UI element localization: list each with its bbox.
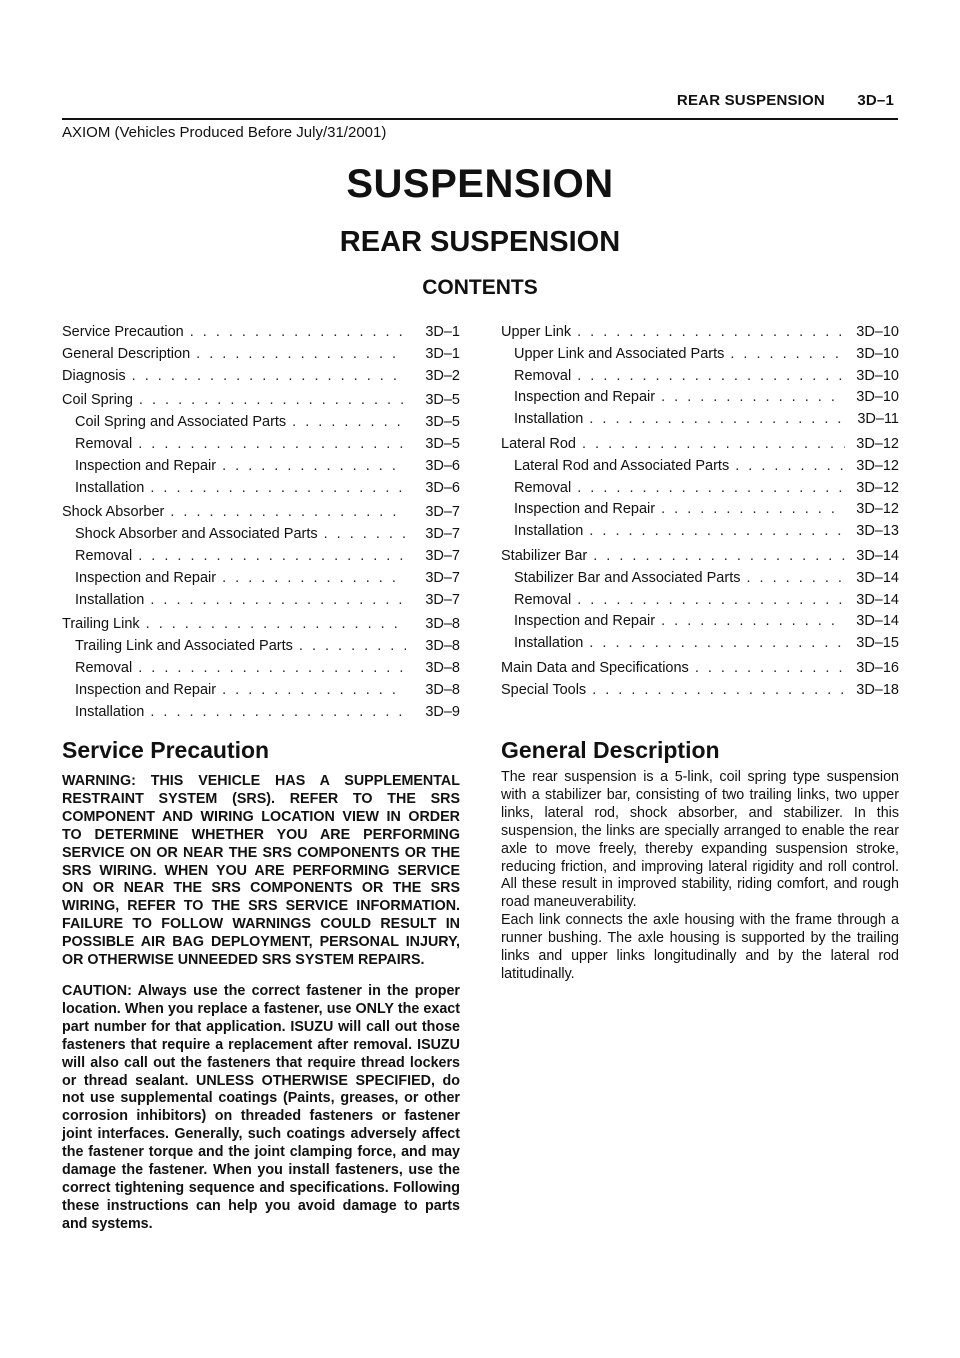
toc-entry-label: Service Precaution — [62, 324, 184, 340]
toc-entry-page: 3D–14 — [856, 547, 899, 564]
toc-entry[interactable] — [62, 390, 460, 412]
toc-entry[interactable] — [501, 322, 899, 344]
toc-entry-page: 3D–18 — [856, 681, 899, 698]
toc-dot-leader — [324, 524, 406, 546]
toc-entry[interactable] — [501, 568, 899, 590]
toc-entry-page: 3D–13 — [856, 523, 899, 540]
toc-entry-page: 3D–11 — [857, 411, 899, 428]
toc-entry-label: Installation — [514, 523, 584, 540]
toc-dot-leader — [139, 390, 406, 412]
contents-heading: CONTENTS — [422, 276, 538, 299]
toc-dot-leader — [661, 499, 845, 521]
toc-entry[interactable] — [62, 636, 460, 658]
section-title: REAR SUSPENSION — [339, 226, 621, 258]
toc-entry[interactable] — [501, 611, 899, 633]
toc-entry-label: Removal — [75, 547, 133, 564]
toc-entry-label: Inspection and Repair — [75, 681, 217, 698]
toc-entry[interactable] — [501, 590, 899, 612]
toc-entry-page: 3D–8 — [425, 659, 460, 676]
toc-entry[interactable] — [501, 499, 899, 521]
toc-entry[interactable] — [62, 590, 460, 612]
toc-entry-label: Upper Link — [501, 324, 572, 340]
toc-entry-page: 3D–8 — [425, 681, 460, 698]
toc-entry[interactable] — [62, 456, 460, 478]
toc-entry-label: Shock Absorber — [62, 504, 165, 521]
toc-entry-page: 3D–1 — [425, 345, 460, 362]
toc-dot-leader — [138, 658, 406, 680]
toc-dot-leader — [589, 521, 845, 543]
service-precaution-body — [62, 773, 460, 1247]
toc-dot-leader — [592, 680, 845, 702]
toc-dot-leader — [730, 344, 845, 366]
toc-entry-page: 3D–7 — [425, 591, 460, 608]
toc-dot-leader — [146, 614, 406, 636]
toc-entry[interactable] — [62, 478, 460, 500]
page-header — [62, 88, 898, 120]
toc-entry-page: 3D–12 — [856, 479, 899, 496]
toc-entry-label: Removal — [514, 591, 572, 608]
toc-entry-label: Stabilizer Bar and Associated Parts — [514, 569, 741, 586]
toc-entry[interactable] — [501, 658, 899, 680]
toc-entry-page: 3D–12 — [856, 435, 899, 452]
toc-entry-page: 3D–5 — [425, 392, 460, 409]
toc-entry[interactable] — [62, 502, 460, 524]
vehicle-subtitle: AXIOM (Vehicles Produced Before July/31/2001) — [62, 124, 387, 141]
toc-right-column — [501, 322, 899, 702]
toc-entry-label: Trailing Link — [62, 616, 140, 633]
toc-left-column — [62, 322, 460, 723]
chapter-title: SUSPENSION — [346, 162, 614, 206]
toc-entry-label: Removal — [514, 367, 572, 384]
toc-dot-leader — [577, 322, 845, 344]
toc-entry-label: Main Data and Specifications — [501, 659, 689, 676]
toc-entry-page: 3D–6 — [425, 457, 460, 474]
toc-entry-page: 3D–6 — [425, 479, 460, 496]
toc-dot-leader — [150, 590, 406, 612]
toc-entry[interactable] — [501, 434, 899, 456]
toc-entry-label: Trailing Link and Associated Parts — [75, 638, 293, 655]
toc-entry[interactable] — [62, 344, 460, 366]
toc-dot-leader — [150, 478, 406, 500]
toc-entry-label: Removal — [75, 435, 133, 452]
toc-dot-leader — [582, 434, 845, 456]
toc-entry[interactable] — [62, 568, 460, 590]
general-description-para-1: The rear suspension is a 5-link, coil spring type suspension with a stabilizer bar, consisting of two trailing links, two upper links, lateral rod, shock absorber, and stabilizer. In this suspension, the links are specially arranged to enable the rear axle to move freely, thereby expanding suspension stroke, reducing friction, and improving lateral rigidity and roll control. All these result in improved stability, riding comfort, and rough road maneuverability. — [501, 769, 899, 911]
general-description-para-2: Each link connects the axle housing with the frame through a runner bushing. The axle housing is supported by the trailing links and upper links longitudinally and by the lateral rod latitudinally. — [501, 912, 899, 982]
toc-entry-label: Inspection and Repair — [514, 613, 656, 630]
toc-entry-page: 3D–12 — [856, 501, 899, 518]
toc-entry-page: 3D–10 — [856, 367, 899, 384]
toc-dot-leader — [190, 322, 406, 344]
toc-entry-page: 3D–15 — [856, 635, 899, 652]
toc-entry-label: Lateral Rod — [501, 435, 576, 452]
toc-dot-leader — [138, 434, 406, 456]
toc-entry[interactable] — [501, 521, 899, 543]
toc-entry-label: Installation — [75, 703, 145, 720]
toc-entry[interactable] — [501, 344, 899, 366]
toc-entry[interactable] — [62, 366, 460, 388]
toc-entry-page: 3D–12 — [856, 457, 899, 474]
toc-entry[interactable] — [501, 633, 899, 655]
header-section-title: REAR SUSPENSION — [676, 92, 825, 109]
toc-dot-leader — [593, 546, 845, 568]
general-description-heading: General Description — [501, 737, 720, 763]
toc-entry-label: Removal — [75, 659, 133, 676]
toc-entry-page: 3D–7 — [425, 504, 460, 521]
toc-entry-label: Installation — [75, 591, 145, 608]
toc-entry-page: 3D–5 — [425, 435, 460, 452]
toc-dot-leader — [196, 344, 406, 366]
toc-entry-page: 3D–10 — [856, 345, 899, 362]
toc-entry-page: 3D–10 — [856, 324, 899, 340]
toc-entry-label: Coil Spring and Associated Parts — [75, 414, 287, 431]
toc-entry-label: Installation — [75, 479, 145, 496]
toc-dot-leader — [695, 658, 845, 680]
toc-entry-label: General Description — [62, 345, 191, 362]
toc-dot-leader — [222, 456, 406, 478]
toc-entry[interactable] — [62, 322, 460, 344]
toc-entry-label: Installation — [514, 635, 584, 652]
toc-entry-label: Upper Link and Associated Parts — [514, 345, 725, 362]
toc-entry[interactable] — [62, 614, 460, 636]
toc-entry-page: 3D–14 — [856, 569, 899, 586]
toc-entry-page: 3D–16 — [856, 659, 899, 676]
toc-dot-leader — [589, 633, 845, 655]
toc-dot-leader — [577, 366, 845, 388]
toc-entry[interactable] — [62, 680, 460, 702]
toc-entry[interactable] — [62, 658, 460, 680]
toc-dot-leader — [292, 412, 406, 434]
toc-entry[interactable] — [501, 409, 899, 431]
toc-entry[interactable] — [62, 412, 460, 434]
toc-dot-leader — [589, 409, 845, 431]
toc-entry[interactable] — [501, 478, 899, 500]
toc-entry[interactable] — [62, 524, 460, 546]
header-section-info — [649, 92, 894, 109]
toc-dot-leader — [222, 680, 406, 702]
toc-dot-leader — [735, 456, 845, 478]
toc-entry-page: 3D–5 — [425, 414, 460, 431]
toc-entry-label: Lateral Rod and Associated Parts — [514, 457, 730, 474]
toc-entry-label: Coil Spring — [62, 392, 133, 409]
toc-entry[interactable] — [62, 702, 460, 724]
toc-dot-leader — [746, 568, 845, 590]
toc-entry-page: 3D–7 — [425, 547, 460, 564]
toc-entry-page: 3D–2 — [425, 367, 460, 384]
service-precaution-heading: Service Precaution — [62, 737, 270, 763]
toc-dot-leader — [577, 590, 845, 612]
toc-dot-leader — [150, 702, 406, 724]
toc-dot-leader — [661, 611, 845, 633]
toc-dot-leader — [132, 366, 406, 388]
toc-entry-page: 3D–14 — [856, 591, 899, 608]
general-description-body — [501, 769, 899, 984]
toc-entry-page: 3D–8 — [425, 638, 460, 655]
toc-dot-leader — [661, 387, 845, 409]
toc-entry-label: Installation — [514, 411, 584, 428]
toc-entry[interactable] — [62, 546, 460, 568]
header-page-number: 3D–1 — [857, 92, 894, 109]
toc-entry-label: Inspection and Repair — [75, 569, 217, 586]
toc-entry-page: 3D–8 — [425, 616, 460, 633]
toc-entry-page: 3D–7 — [425, 569, 460, 586]
toc-entry-label: Diagnosis — [62, 367, 126, 384]
srs-warning-text: WARNING: THIS VEHICLE HAS A SUPPLEMENTAL RESTRAINT SYSTEM (SRS). REFER TO THE SRS COMPONENT AND WIRING LOCATION VIEW IN ORDER TO DETERMINE WHETHER YOU ARE PERFORMING SERVICE ON OR NEAR THE SRS COMPONENTS OR THE SRS WIRING. WHEN YOU ARE PERFORMING SERVICE ON OR NEAR THE SRS COMPONENTS OR THE SRS WIRING, REFER TO THE SRS SERVICE INFORMATION. FAILURE TO FOLLOW WARNINGS COULD RESULT IN POSSIBLE AIR BAG DEPLOYMENT, PERSONAL INJURY, OR OTHERWISE UNNEEDED SRS SYSTEM REPAIRS. — [62, 773, 460, 969]
toc-entry-label: Shock Absorber and Associated Parts — [75, 526, 318, 543]
fastener-caution-text: CAUTION: Always use the correct fastener in the proper location. When you replace a fastener, use ONLY the exact part number for that application. ISUZU will call out those fasteners that require a replacement after removal. ISUZU will also call out the fasteners that require thread lockers or thread sealant. UNLESS OTHERWISE SPECIFIED, do not use supplemental coatings (Paints, greases, or other corrosion inhibitors) on threaded fasteners or fastener joint interfaces. Generally, such coatings adversely affect the fastener torque and the joint clamping force, and may damage the fastener. When you install fasteners, use the correct tightening sequence and specifications. Following these instructions can help you avoid damage to parts and systems. — [62, 982, 460, 1232]
toc-entry-label: Special Tools — [501, 681, 587, 698]
toc-dot-leader — [170, 502, 406, 524]
toc-dot-leader — [222, 568, 406, 590]
toc-entry-label: Inspection and Repair — [514, 501, 656, 518]
toc-entry[interactable] — [501, 387, 899, 409]
toc-entry-label: Inspection and Repair — [75, 457, 217, 474]
toc-entry[interactable] — [62, 434, 460, 456]
toc-entry-label: Stabilizer Bar — [501, 547, 588, 564]
toc-dot-leader — [138, 546, 406, 568]
toc-entry[interactable] — [501, 456, 899, 478]
toc-entry[interactable] — [501, 680, 899, 702]
toc-dot-leader — [299, 636, 406, 658]
toc-entry-label: Removal — [514, 479, 572, 496]
toc-entry[interactable] — [501, 546, 899, 568]
toc-entry-page: 3D–14 — [856, 613, 899, 630]
toc-entry-label: Inspection and Repair — [514, 389, 656, 406]
toc-entry-page: 3D–9 — [425, 703, 460, 720]
toc-entry-page: 3D–7 — [425, 526, 460, 543]
toc-entry[interactable] — [501, 366, 899, 388]
toc-entry-page: 3D–1 — [425, 324, 460, 340]
toc-dot-leader — [577, 478, 845, 500]
toc-entry-page: 3D–10 — [856, 389, 899, 406]
